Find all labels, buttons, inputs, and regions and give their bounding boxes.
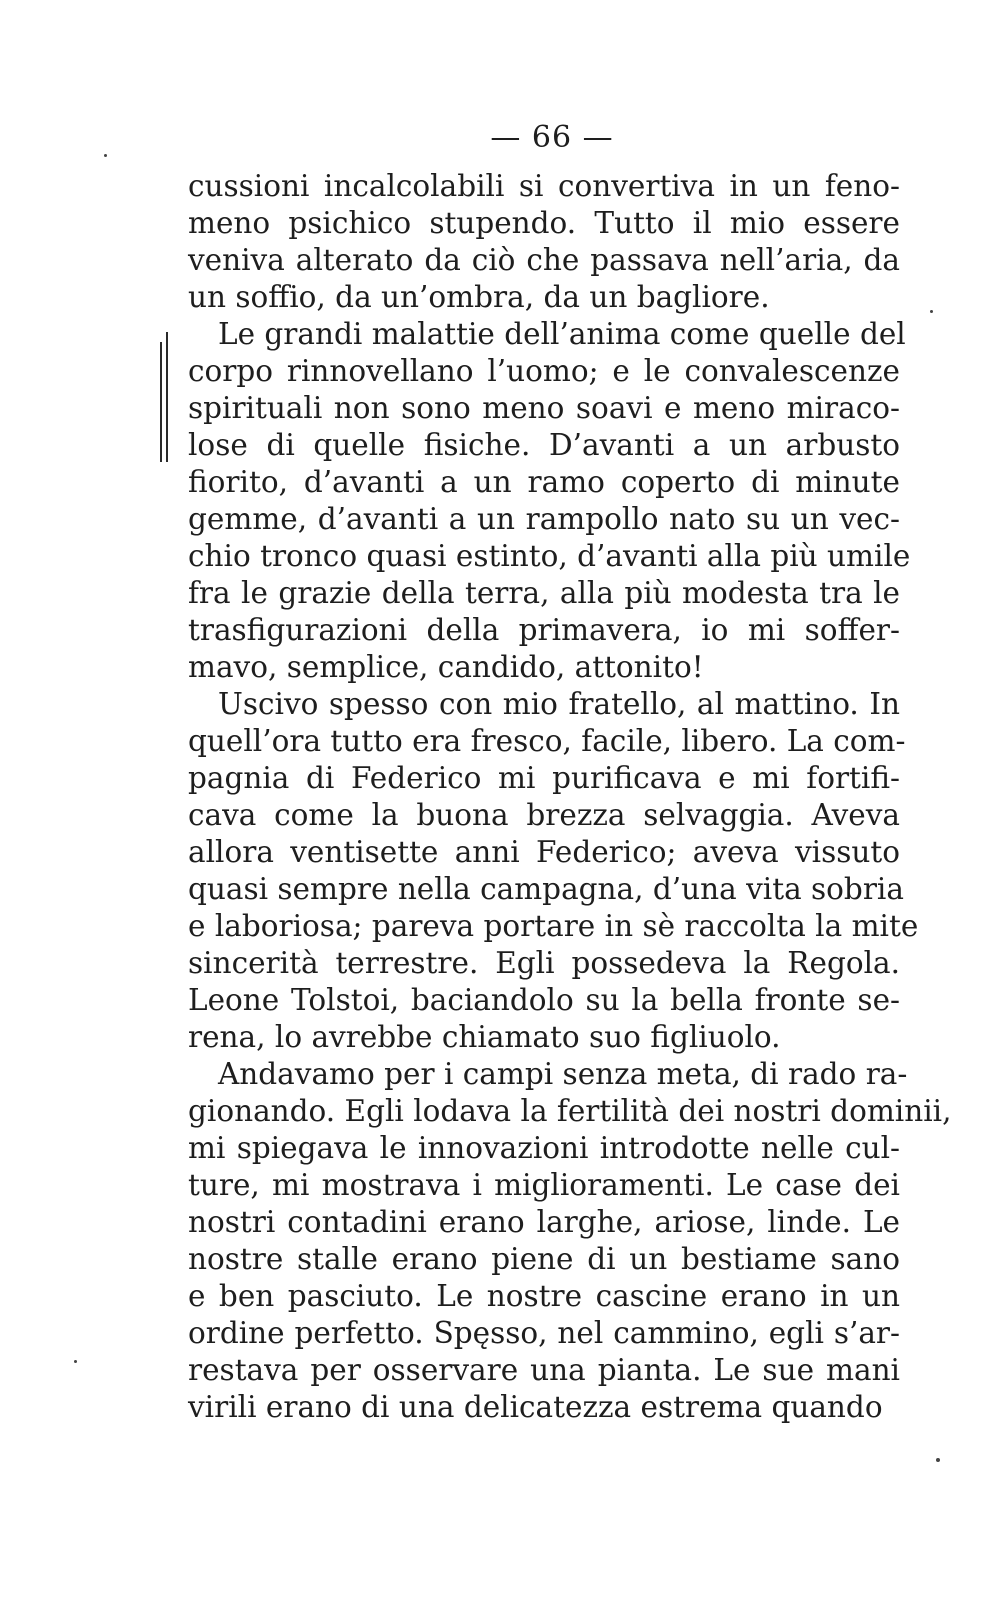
- text-line: nostri contadini erano larghe, ariose, linde. Le: [188, 1205, 900, 1239]
- ink-speck: [936, 1458, 940, 1462]
- paragraph: [188, 168, 900, 316]
- text-line: quell’ora tutto era fresco, facile, libero. La com-: [188, 724, 906, 758]
- text-line: quasi sempre nella campagna, d’una vita sobria: [188, 872, 904, 906]
- paragraph: [188, 686, 919, 1056]
- text-line: virili erano di una delicatezza estrema quando: [188, 1390, 883, 1424]
- body-text: [188, 168, 952, 1426]
- ink-speck: [930, 310, 933, 313]
- text-line: pagnia di Federico mi purificava e mi fortifi-: [188, 761, 900, 795]
- text-line: chio tronco quasi estinto, d’avanti alla più umile: [188, 539, 911, 573]
- text-line: mavo, semplice, candido, attonito!: [188, 650, 704, 684]
- text-line: Leone Tolstoi, baciandolo su la bella fronte se-: [188, 983, 900, 1017]
- ink-speck: [104, 154, 107, 157]
- text-line: cava come la buona brezza selvaggia. Aveva: [188, 798, 900, 832]
- text-line: trasfigurazioni della primavera, io mi soffer-: [188, 613, 900, 647]
- text-line: Andavamo per i campi senza meta, di rado ra-: [218, 1057, 908, 1091]
- text-line: rena, lo avrebbe chiamato suo figliuolo.: [188, 1020, 781, 1054]
- text-line: meno psichico stupendo. Tutto il mio essere: [188, 206, 900, 240]
- text-line: veniva alterato da ciò che passava nell’aria, da: [188, 243, 900, 277]
- text-line: gionando. Egli lodava la fertilità dei nostri dominii,: [188, 1094, 952, 1128]
- text-line: ordine perfetto. Spęsso, nel cammino, egli s’ar-: [188, 1316, 900, 1350]
- text-line: un soffio, da un’ombra, da un bagliore.: [188, 280, 770, 314]
- text-line: e laboriosa; pareva portare in sè raccolta la mite: [188, 909, 919, 943]
- text-line: Le grandi malattie dell’anima come quelle del: [218, 317, 906, 351]
- text-line: mi spiegava le innovazioni introdotte nelle cul-: [188, 1131, 900, 1165]
- margin-mark: [158, 332, 172, 462]
- text-line: corpo rinnovellano l’uomo; e le convalescenze: [188, 354, 900, 388]
- ink-speck: [74, 1360, 77, 1363]
- page-number: — 66 —: [490, 120, 614, 155]
- text-line: e ben pasciuto. Le nostre cascine erano in un: [188, 1279, 900, 1313]
- text-line: fiorito, d’avanti a un ramo coperto di minute: [188, 465, 900, 499]
- text-line: allora ventisette anni Federico; aveva vissuto: [188, 835, 900, 869]
- text-line: sincerità terrestre. Egli possedeva la Regola.: [188, 946, 900, 980]
- text-line: gemme, d’avanti a un rampollo nato su un vec-: [188, 502, 900, 536]
- text-line: restava per osservare una pianta. Le sue mani: [188, 1353, 900, 1387]
- text-line: lose di quelle fisiche. D’avanti a un arbusto: [188, 428, 900, 462]
- paragraph: [188, 316, 911, 686]
- text-line: Uscivo spesso con mio fratello, al mattino. In: [218, 687, 900, 721]
- text-line: spirituali non sono meno soavi e meno miraco-: [188, 391, 900, 425]
- text-line: ture, mi mostrava i miglioramenti. Le case dei: [188, 1168, 900, 1202]
- paragraph: [188, 1056, 952, 1426]
- text-line: nostre stalle erano piene di un bestiame sano: [188, 1242, 900, 1276]
- text-line: cussioni incalcolabili si convertiva in un feno-: [188, 169, 900, 203]
- text-line: fra le grazie della terra, alla più modesta tra le: [188, 576, 900, 610]
